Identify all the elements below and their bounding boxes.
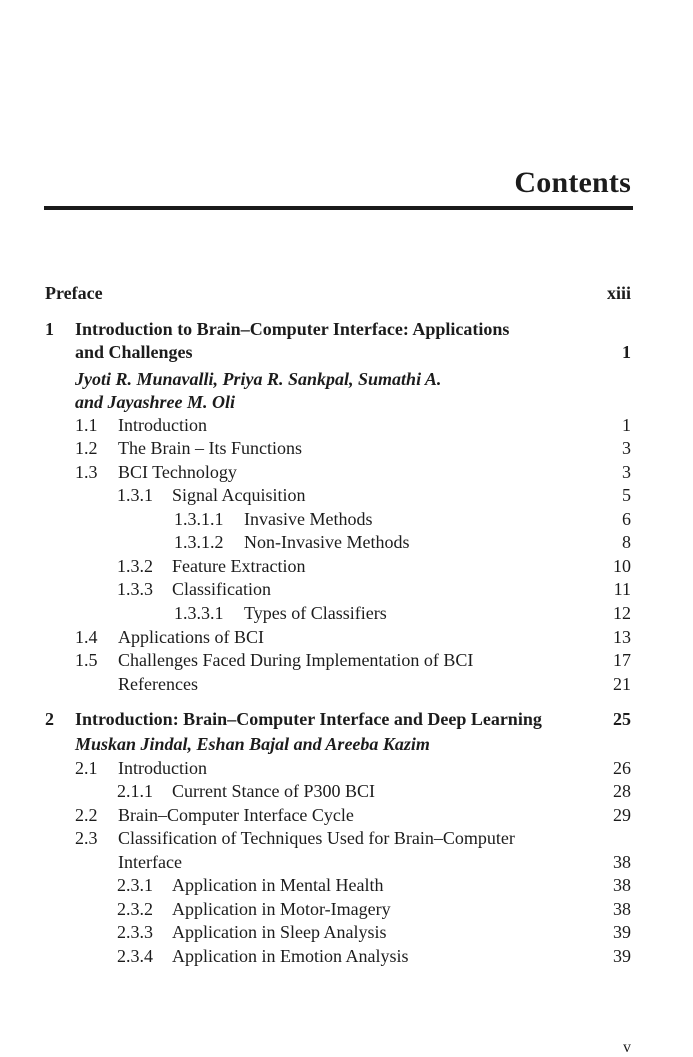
entry-title: Current Stance of P300 BCI: [172, 781, 375, 801]
title-rule: [44, 206, 633, 210]
toc-page-number: 5: [622, 485, 631, 505]
entry-number: 2.3.3: [117, 922, 153, 942]
toc-page-number: 38: [613, 875, 631, 895]
toc-entry[interactable]: [0, 757, 693, 780]
toc-entry[interactable]: [0, 827, 693, 850]
entry-title: Application in Emotion Analysis: [172, 946, 409, 966]
toc-page-number: 8: [622, 532, 631, 552]
entry-title: Feature Extraction: [172, 556, 306, 576]
toc-entry[interactable]: [0, 804, 693, 827]
toc-chapter-1[interactable]: [0, 318, 693, 341]
toc-entry[interactable]: [0, 578, 693, 601]
entry-number: 1.4: [75, 627, 98, 647]
toc-page-number: 28: [613, 781, 631, 801]
toc-page-number: 10: [613, 556, 631, 576]
entry-title: Classification of Techniques Used for Brain–Computer: [118, 828, 515, 848]
entry-number: 1.3.3.1: [174, 603, 224, 623]
toc-page-number: 13: [613, 627, 631, 647]
toc-page-number: 3: [622, 438, 631, 458]
chapter-number: 1: [45, 319, 54, 339]
toc-page-number: xiii: [606, 283, 631, 303]
toc-page-number: 29: [613, 805, 631, 825]
toc-entry[interactable]: [0, 414, 693, 437]
entry-number: 2.3.1: [117, 875, 153, 895]
toc-entry[interactable]: [0, 673, 693, 696]
chapter-title: Introduction: Brain–Computer Interface and Deep Learning: [75, 709, 542, 729]
entry-title: Interface: [118, 852, 182, 872]
toc-page-number: 38: [613, 899, 631, 919]
toc-preface[interactable]: [0, 282, 693, 305]
entry-title: Challenges Faced During Implementation of BCI: [118, 650, 474, 670]
toc-preface-label: Preface: [45, 283, 103, 303]
toc-page-number: 6: [622, 509, 631, 529]
chapter-title: and Challenges: [75, 342, 193, 362]
entry-title: Brain–Computer Interface Cycle: [118, 805, 354, 825]
toc-chapter-1-cont[interactable]: [0, 341, 693, 364]
toc-entry[interactable]: [0, 945, 693, 968]
entry-title: Introduction: [118, 415, 207, 435]
chapter-authors: Muskan Jindal, Eshan Bajal and Areeba Kazim: [75, 734, 430, 754]
entry-title: References: [118, 674, 198, 694]
toc-page-number: 39: [613, 946, 631, 966]
entry-number: 1.3.2: [117, 556, 153, 576]
entry-title: Signal Acquisition: [172, 485, 306, 505]
toc-page-number: 26: [613, 758, 631, 778]
toc-entry[interactable]: [0, 484, 693, 507]
toc-entry[interactable]: [0, 626, 693, 649]
entry-title: Application in Sleep Analysis: [172, 922, 387, 942]
entry-title: Non-Invasive Methods: [244, 532, 410, 552]
toc-page-number: 25: [613, 709, 631, 729]
toc-page-number: 17: [613, 650, 631, 670]
entry-number: 1.3: [75, 462, 98, 482]
toc-page-number: 3: [622, 462, 631, 482]
toc-entry[interactable]: [0, 602, 693, 625]
entry-number: 2.3: [75, 828, 98, 848]
entry-number: 1.3.1: [117, 485, 153, 505]
entry-title: Invasive Methods: [244, 509, 373, 529]
entry-number: 2.3.2: [117, 899, 153, 919]
toc-page-number: 38: [613, 852, 631, 872]
entry-number: 1.3.1.1: [174, 509, 224, 529]
page-folio: v: [623, 1039, 631, 1056]
entry-title: Introduction: [118, 758, 207, 778]
entry-number: 2.1: [75, 758, 98, 778]
entry-number: 2.2: [75, 805, 98, 825]
entry-title: Types of Classifiers: [244, 603, 387, 623]
toc-entry[interactable]: [0, 780, 693, 803]
entry-title: Application in Motor-Imagery: [172, 899, 391, 919]
toc-page-number: 39: [613, 922, 631, 942]
entry-title: Applications of BCI: [118, 627, 264, 647]
toc-page-number: 21: [613, 674, 631, 694]
toc-page-number: 12: [613, 603, 631, 623]
toc-entry[interactable]: [0, 898, 693, 921]
entry-title: The Brain – Its Functions: [118, 438, 302, 458]
entry-number: 2.1.1: [117, 781, 153, 801]
chapter-authors: and Jayashree M. Oli: [75, 392, 236, 412]
chapter-number: 2: [45, 709, 54, 729]
chapter-title: Introduction to Brain–Computer Interface: Applications: [75, 319, 510, 339]
entry-number: 1.3.3: [117, 579, 153, 599]
entry-title: Classification: [172, 579, 271, 599]
entry-title: BCI Technology: [118, 462, 237, 482]
toc-entry[interactable]: [0, 531, 693, 554]
entry-number: 1.1: [75, 415, 98, 435]
toc-entry[interactable]: [0, 461, 693, 484]
toc-entry[interactable]: [0, 649, 693, 672]
toc-entry[interactable]: [0, 437, 693, 460]
entry-number: 1.2: [75, 438, 98, 458]
chapter-authors: Jyoti R. Munavalli, Priya R. Sankpal, Sumathi A.: [75, 369, 442, 389]
toc-page-number: 11: [613, 579, 631, 599]
toc-entry[interactable]: [0, 851, 693, 874]
toc-chapter-2[interactable]: [0, 708, 693, 731]
toc-entry[interactable]: [0, 508, 693, 531]
entry-number: 1.3.1.2: [174, 532, 224, 552]
page-title: Contents: [514, 166, 631, 199]
toc-entry[interactable]: [0, 921, 693, 944]
entry-title: Application in Mental Health: [172, 875, 384, 895]
toc-page-number: 1: [622, 415, 631, 435]
entry-number: 2.3.4: [117, 946, 153, 966]
entry-number: 1.5: [75, 650, 98, 670]
toc-entry[interactable]: [0, 874, 693, 897]
toc-entry[interactable]: [0, 555, 693, 578]
toc-page-number: 1: [622, 342, 631, 362]
